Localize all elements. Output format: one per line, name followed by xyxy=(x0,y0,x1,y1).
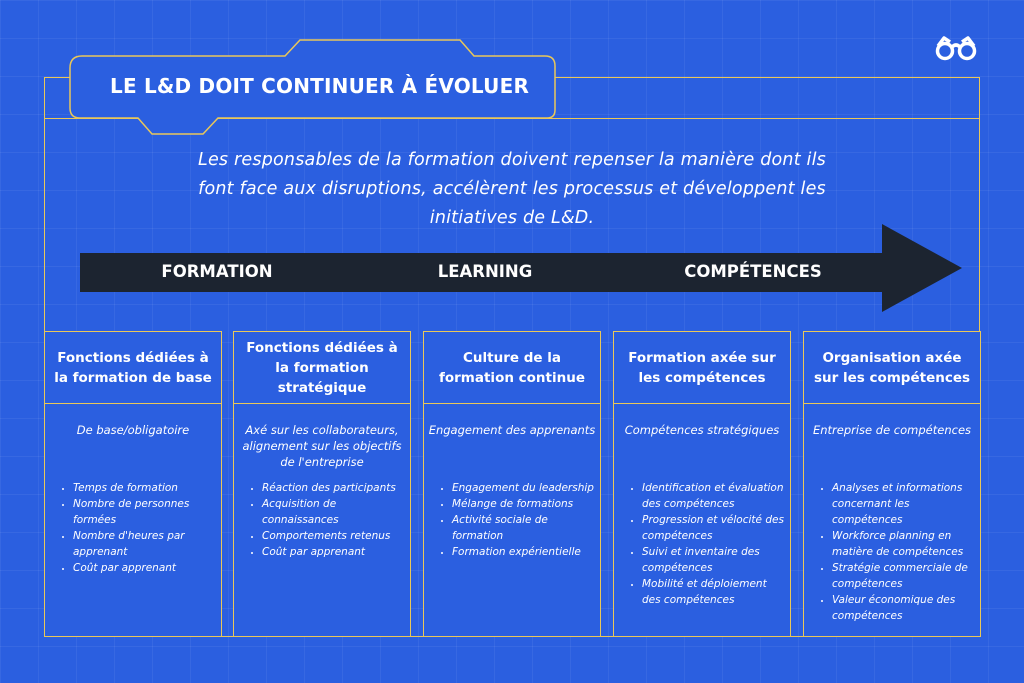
page-title: LE L&D DOIT CONTINUER À ÉVOLUER xyxy=(110,74,530,98)
list-item: • Coût par apprenant xyxy=(73,560,215,576)
list-item: • Analyses et informations concernant les compétences xyxy=(832,480,974,528)
arrow-stage-learning: LEARNING xyxy=(437,262,533,281)
list-item: • Progression et vélocité des compétences xyxy=(642,512,784,544)
column-list xyxy=(816,480,974,624)
column-heading: Formation axée sur les compétences xyxy=(614,332,790,404)
arrow-stage-formation: FORMATION xyxy=(161,262,273,281)
list-item: • Nombre d'heures par apprenant xyxy=(73,528,215,560)
list-item: • Workforce planning en matière de compétences xyxy=(832,528,974,560)
list-item: • Formation expérientielle xyxy=(452,544,594,560)
list-item: • Stratégie commerciale de compétences xyxy=(832,560,974,592)
column-formation-competences xyxy=(613,331,791,637)
list-item: • Comportements retenus xyxy=(262,528,404,544)
list-item: • Nombre de personnes formées xyxy=(73,496,215,528)
intro-text: Les responsables de la formation doivent repenser la manière dont ils font face aux disruptions, accélèrent les processus et développent les initiatives de L&D. xyxy=(198,150,826,228)
column-heading: Fonctions dédiées à la formation stratégique xyxy=(234,332,410,404)
list-item: • Engagement du leadership xyxy=(452,480,594,496)
column-subtitle: Entreprise de compétences xyxy=(812,423,972,437)
column-subtitle: Compétences stratégiques xyxy=(624,423,780,437)
list-item: • Coût par apprenant xyxy=(262,544,404,560)
list-item: • Mobilité et déploiement des compétences xyxy=(642,576,784,608)
column-formation-de-base xyxy=(44,331,222,637)
list-item: • Identification et évaluation des compétences xyxy=(642,480,784,512)
column-formation-continue xyxy=(423,331,601,637)
list-item: • Activité sociale de formation xyxy=(452,512,594,544)
column-list xyxy=(626,480,784,608)
arrow-stage-competences: COMPÉTENCES xyxy=(684,262,822,281)
column-heading: Organisation axée sur les compétences xyxy=(804,332,980,404)
column-list xyxy=(436,480,594,560)
column-list xyxy=(57,480,215,576)
list-item: • Mélange de formations xyxy=(452,496,594,512)
column-heading: Culture de la formation continue xyxy=(424,332,600,404)
column-subtitle: Engagement des apprenants xyxy=(428,423,596,437)
list-item: • Réaction des participants xyxy=(262,480,404,496)
list-item: • Suivi et inventaire des compétences xyxy=(642,544,784,576)
list-item: • Valeur économique des compétences xyxy=(832,592,974,624)
column-formation-strategique xyxy=(233,331,411,637)
list-item: • Temps de formation xyxy=(73,480,215,496)
list-item: • Acquisition de connaissances xyxy=(262,496,404,528)
column-list xyxy=(246,480,404,560)
column-heading: Fonctions dédiées à la formation de base xyxy=(45,332,221,404)
column-organisation-competences xyxy=(803,331,981,637)
column-subtitle: Axé sur les collaborateurs, alignement sur les objectifs de l'entreprise xyxy=(242,423,402,469)
column-subtitle: De base/obligatoire xyxy=(76,423,190,437)
